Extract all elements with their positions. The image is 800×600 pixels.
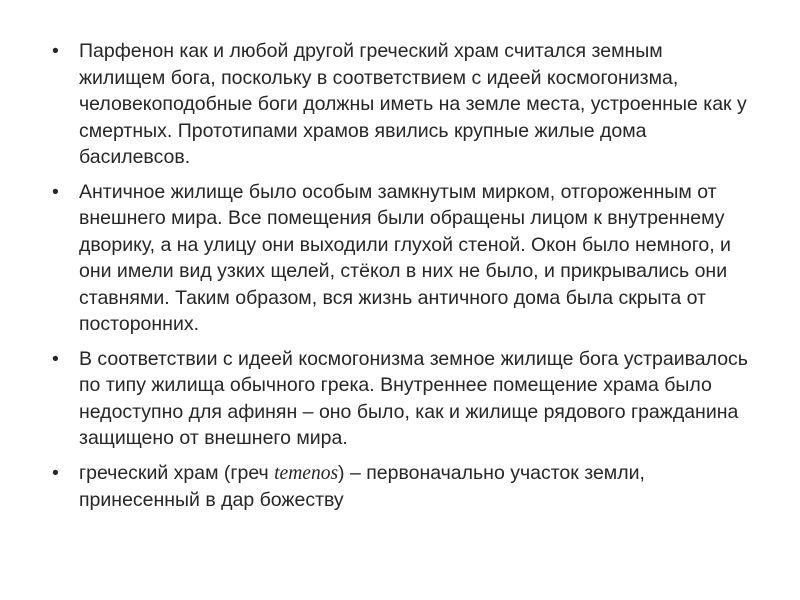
bullet-marker: • xyxy=(52,347,59,370)
bullet-text: Парфенон как и любой другой греческий храм считался земным жилищем бога, поскольку в соответствием с идеей космогонизма, человекоподобные боги должны иметь на земле места, устроенные как у смертных. Прототипами храмов явились крупные жилые дома басилевсов. xyxy=(79,40,747,168)
bullet-list xyxy=(52,38,752,522)
bullet-text xyxy=(79,462,645,512)
bullet-marker: • xyxy=(52,461,59,484)
bullet-marker: • xyxy=(52,40,59,62)
bullet-text: Античное жилище было особым замкнутым мирком, отгороженным от внешнего мира. Все помещения были обращены лицом к внутреннему дворику, а на улицу они выходили глухой стеной. Окон было немного, и они имели вид узких щелей, стёкол в них не было, и прикрывались они ставнями. Таким образом, вся жизнь античного дома была скрыта от посторонних. xyxy=(79,180,731,335)
bullet-text: В соответствии с идеей космогонизма земное жилище бога устраивалось по типу жилища обычного грека. Внутреннее помещение храма было недоступно для афинян – оно было, как и жилище рядового гражданина защищено от внешнего мира. xyxy=(79,347,748,449)
bullet-item-temenos xyxy=(52,460,752,514)
bullet-item-parthenon xyxy=(52,38,752,171)
greek-term: temenos xyxy=(274,462,339,484)
bullet-item-cosmogonism xyxy=(52,346,752,452)
bullet-text-before: греческий храм (греч xyxy=(79,461,275,484)
bullet-item-ancient-dwelling xyxy=(52,179,752,338)
bullet-text-after: ) – первоначально участок земли, принесенный в дар божеству xyxy=(79,461,645,511)
bullet-marker: • xyxy=(52,180,59,203)
